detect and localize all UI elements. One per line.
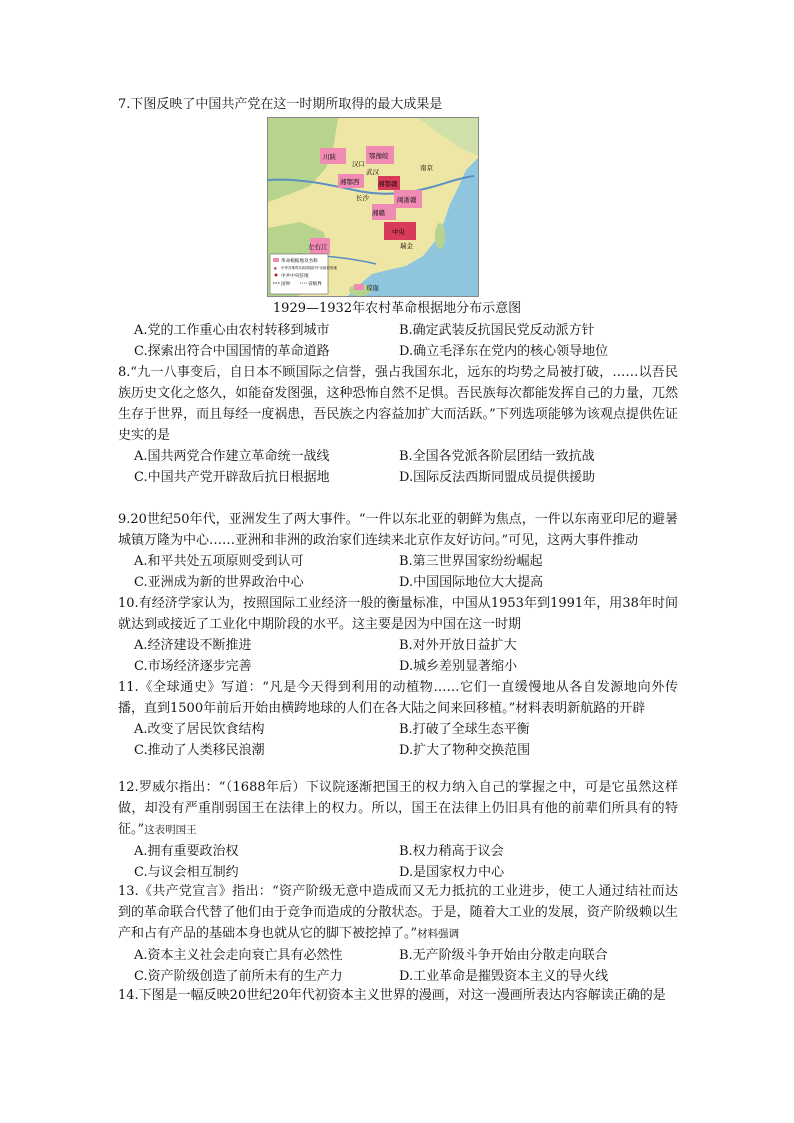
q12-option-d[interactable]: D.是国家权力中心 (399, 865, 505, 880)
q10-option-d[interactable]: D.城乡差别显著缩小 (399, 659, 518, 674)
question-7 (118, 94, 678, 115)
q9-option-a[interactable]: A.和平共处五项原则受到认可 (134, 554, 304, 569)
question-13-stem-tail: 材料强调 (417, 928, 460, 940)
map-legend-2: 中华苏维埃共和国临时中央政府驻地 (281, 266, 337, 270)
question-9-stem: 9.20世纪50年代，亚洲发生了两大事件。“一件以东北亚的朝鲜为焦点，一件以东南亚印尼的避暑城镇万隆为中心……亚洲和非洲的政治家们连续来北京作友好访问。”可见，这两大事件推动 (118, 512, 678, 548)
q11-option-b[interactable]: B.打破了全球生态平衡 (399, 722, 530, 737)
q10-option-c[interactable]: C.市场经济逐步完善 (134, 659, 252, 674)
map-legend (270, 254, 337, 294)
q13-option-d[interactable]: D.工业革命是摧毁资本主义的导火线 (399, 969, 609, 984)
q7-option-a[interactable]: A.党的工作重心由农村转移到城市 (134, 323, 330, 338)
map-label-5: 中央 (392, 228, 405, 236)
q10-option-b[interactable]: B.对外开放日益扩大 (399, 638, 517, 653)
map-label-2: 鄂豫皖 (369, 152, 389, 160)
map-legend-1: 革命根据地及名称 (281, 259, 318, 264)
q12-option-c[interactable]: C.与议会相互制约 (134, 865, 239, 880)
q9-option-d[interactable]: D.中国国际地位大大提高 (399, 575, 544, 590)
question-7-options (118, 320, 678, 362)
q12-option-a[interactable]: A.拥有重要政治权 (134, 844, 239, 859)
q7-option-d[interactable]: D.确立毛泽东在党内的核心领导地位 (399, 344, 609, 359)
q13-option-b[interactable]: B.无产阶级斗争开始由分散走向联合 (399, 948, 608, 963)
question-10-stem: 10.有经济学家认为，按照国际工业经济一般的衡量标准，中国从1953年到1991年，用38年时间就达到或接近了工业化中期阶段的水平。这主要是因为中国在这一时期 (118, 596, 678, 632)
q12-option-b[interactable]: B.权力稍高于议会 (399, 844, 504, 859)
q8-option-a[interactable]: A.国共两党合作建立革命统一战线 (134, 449, 330, 464)
map-legend-4: 国界 (281, 282, 291, 287)
map-legend-3: 中共中央驻地 (281, 274, 309, 279)
question-9 (118, 509, 678, 593)
map-label-3: 湘鄂西 (340, 178, 360, 186)
question-10 (118, 593, 678, 677)
revolutionary-base-map (267, 117, 479, 297)
question-13 (118, 881, 678, 987)
q13-option-c[interactable]: C.资产阶级创造了前所未有的生产力 (134, 969, 343, 984)
question-14 (118, 985, 678, 1006)
q9-option-b[interactable]: B.第三世界国家纷纷崛起 (399, 554, 543, 569)
question-8-stem: 8.“九一八事变后，自日本不顾国际之信誉，强占我国东北，远东的均势之局被打破，……以吾民族历史文化之悠久，如能奋发图强，这种恐怖自然不足惧。吾民族每次都能发挥自己的力量，兀然生存于世界，而且每经一度祸患，吾民族之内容益加扩大而活跃。”下列选项能够为该观点提供佐证史实的是 (118, 365, 678, 443)
map-label-1: 川陕 (323, 153, 336, 161)
map-caption: 1929—1932年农村革命根据地分布示意图 (272, 301, 522, 316)
map-label-9: 琼崖 (366, 284, 379, 292)
map-graphic (268, 118, 478, 296)
question-12-stem-tail: 这表明国王 (144, 824, 197, 836)
question-12-stem: 12.罗威尔指出：“（1688年后）下议院逐渐把国王的权力纳入自己的掌握之中，可是它虽然这样做，却没有严重削弱国王在法律上的权力。所以，国王在法律上仍旧具有他的前辈们所具有的特征。” (118, 780, 678, 837)
map-label-12: 长沙 (356, 194, 369, 202)
question-8 (118, 362, 678, 488)
q13-option-a[interactable]: A.资本主义社会走向衰亡具有必然性 (134, 948, 343, 963)
map-label-14: 汉口 (352, 160, 365, 168)
question-7-stem: 7.下图反映了中国共产党在这一时期所取得的最大成果是 (118, 97, 443, 112)
q11-option-d[interactable]: D.扩大了物种交换范围 (399, 743, 531, 758)
map-label-11: 武汉 (366, 168, 379, 176)
map-label-7: 湘鄂赣 (378, 180, 398, 188)
q11-option-a[interactable]: A.改变了居民饮食结构 (134, 722, 265, 737)
question-14-stem: 14.下图是一幅反映20世纪20年代初资本主义世界的漫画，对这一漫画所表达内容解读正确的是 (118, 988, 666, 1003)
q7-option-b[interactable]: B.确定武装反抗国民党反动派方针 (399, 323, 595, 338)
question-11 (118, 677, 678, 761)
star-icon: ★ (273, 266, 278, 272)
map-label-6: 闽浙赣 (397, 196, 417, 204)
q8-option-c[interactable]: C.中国共产党开辟敌后抗日根据地 (134, 470, 330, 485)
map-label-4: 湘赣 (372, 209, 385, 217)
question-13-stem: 13.《共产党宣言》指出：“资产阶级无意中造成而又无力抵抗的工业进步，使工人通过结社而达到的革命联合代替了他们由于竞争而造成的分散状态。于是，随着大工业的发展，资产阶级赖以生产和占有产品的基础本身也就从它的脚下被挖掉了。” (118, 884, 678, 941)
map-label-8: 左右江 (308, 243, 328, 251)
dot-icon (275, 274, 278, 277)
question-12-stem-block (118, 777, 678, 841)
q11-option-c[interactable]: C.推动了人类移民浪潮 (134, 743, 265, 758)
q7-option-c[interactable]: C.探索出符合中国国情的革命道路 (134, 344, 330, 359)
map-label-13: 瑞金 (400, 242, 413, 250)
map-taiwan (435, 223, 445, 249)
map-label-10: 南京 (420, 164, 433, 172)
q8-option-b[interactable]: B.全国各党派各阶层团结一致抗战 (399, 449, 595, 464)
map-legend-5: 省级界 (308, 282, 322, 287)
q9-option-c[interactable]: C.亚洲成为新的世界政治中心 (134, 575, 304, 590)
question-12 (118, 777, 678, 883)
question-11-stem: 11.《全球通史》写道：“凡是今天得到利用的动植物……它们一直缓慢地从各自发源地向外传播，直到1500年前后开始由横跨地球的人们在各大陆之间来回移植。”材料表明新航路的开辟 (118, 680, 678, 716)
q8-option-d[interactable]: D.国际反法西斯同盟成员提供援助 (399, 470, 596, 485)
map-base-qiongya (354, 284, 364, 290)
q10-option-a[interactable]: A.经济建设不断推进 (134, 638, 252, 653)
question-13-stem-block (118, 881, 678, 945)
